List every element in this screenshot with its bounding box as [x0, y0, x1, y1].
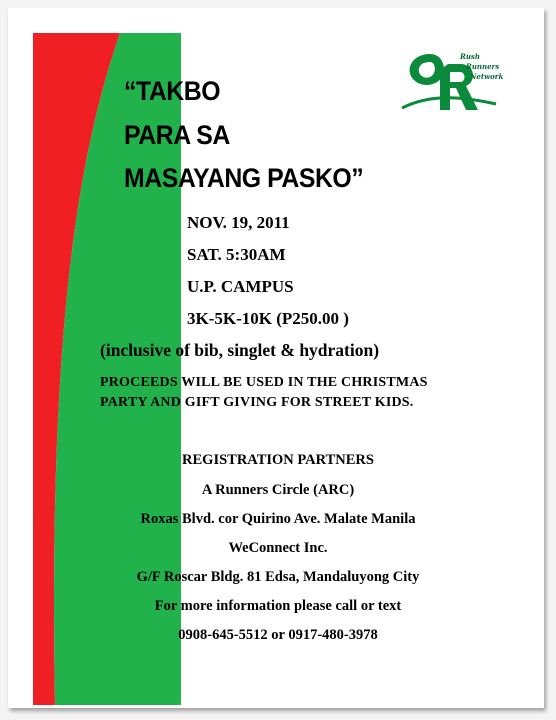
registration-heading: REGISTRATION PARTNERS: [182, 452, 374, 468]
proceeds-line-1: PROCEEDS WILL BE USED IN THE CHRISTMAS: [100, 375, 428, 390]
info-prompt: For more information please call or text: [154, 598, 402, 614]
partner1-name: A Runners Circle (ARC): [201, 482, 355, 498]
proceeds-line-2: PARTY AND GIFT GIVING FOR STREET KIDS.: [100, 395, 414, 410]
event-time: SAT. 5:30AM: [187, 245, 286, 264]
title-line-1: “TAKBO: [124, 76, 221, 106]
logo-text-line3: Network: [470, 72, 504, 81]
title-line-2: PARA SA: [124, 120, 230, 150]
contact-phones: 0908-645-5512 or 0917-480-3978: [178, 627, 378, 643]
partner2-name: WeConnect Inc.: [228, 540, 328, 556]
event-date: NOV. 19, 2011: [187, 213, 290, 232]
logo-text-line2: Runners: [466, 62, 500, 71]
race-categories: 3K-5K-10K (P250.00 ): [187, 309, 349, 328]
partner1-address: Roxas Blvd. cor Quirino Ave. Malate Manila: [140, 511, 416, 527]
partner2-address: G/F Roscar Bldg. 81 Edsa, Mandaluyong City: [136, 569, 420, 585]
rush-runners-network-logo: [400, 44, 510, 121]
title-line-3: MASAYANG PASKO”: [124, 163, 364, 193]
inclusions-note: (inclusive of bib, singlet & hydration): [100, 340, 380, 360]
logo-text-line1: Rush: [460, 52, 480, 61]
event-venue: U.P. CAMPUS: [187, 277, 294, 296]
